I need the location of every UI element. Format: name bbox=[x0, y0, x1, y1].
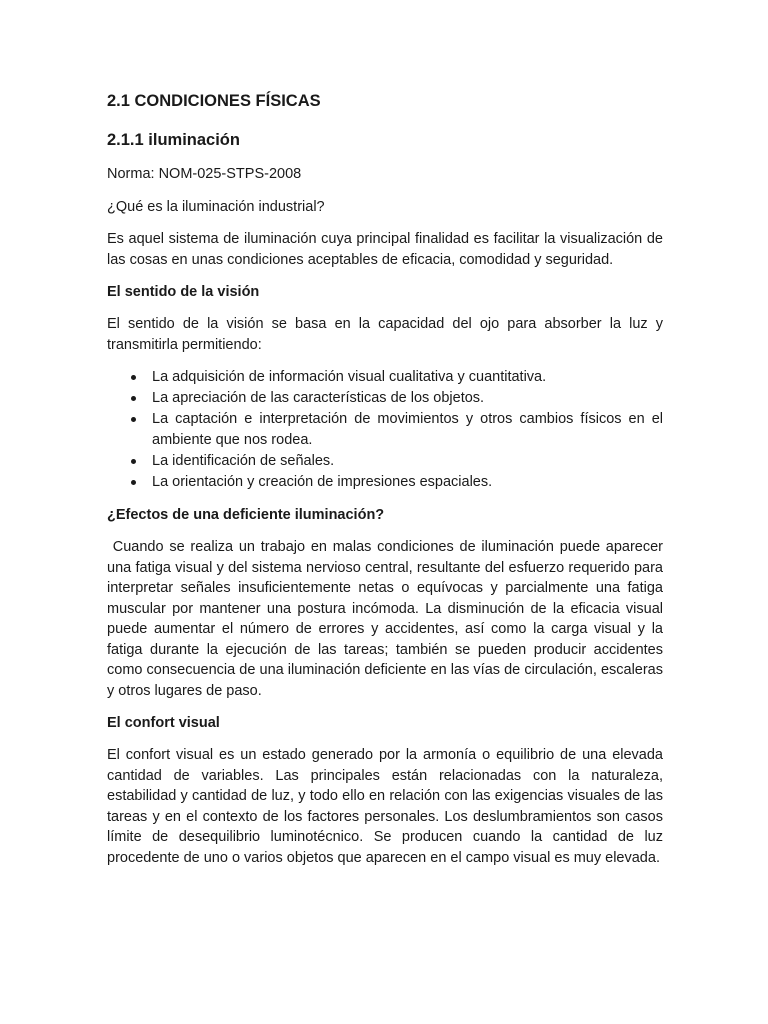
confort-heading: El confort visual bbox=[107, 715, 220, 731]
list-item: La adquisición de información visual cualitativa y cuantitativa. bbox=[152, 367, 663, 388]
norma-line: Norma: NOM-025-STPS-2008 bbox=[107, 166, 302, 182]
list-item: La identificación de señales. bbox=[152, 451, 663, 472]
subsection-heading: 2.1.1 iluminación bbox=[107, 131, 240, 149]
vision-list bbox=[107, 367, 663, 493]
definition-paragraph: Es aquel sistema de iluminación cuya principal finalidad es facilitar la visualización de las cosas en unas condiciones aceptables de eficacia, comodidad y seguridad. bbox=[107, 231, 663, 268]
question-line: ¿Qué es la iluminación industrial? bbox=[107, 198, 325, 215]
effects-paragraph: Cuando se realiza un trabajo en malas condiciones de iluminación puede aparecer una fatiga visual y del sistema nervioso central, resultante del esfuerzo requerido para interpretar señales insuficientemente netas o equívocas y parcialmente una fatiga muscular por mantener una postura incómoda. La disminución de la eficacia visual puede aumentar el número de errores y accidentes, así como la carga visual y la fatiga durante la ejecución de las tareas; también se pueden producir accidentes como consecuencia de una iluminación deficiente en las vías de circulación, escaleras y otros lugares de paso. bbox=[107, 539, 668, 699]
effects-heading: ¿Efectos de una deficiente iluminación? bbox=[107, 507, 385, 523]
list-item: La apreciación de las características de los objetos. bbox=[152, 388, 663, 409]
vision-heading: El sentido de la visión bbox=[107, 284, 260, 300]
confort-paragraph: El confort visual es un estado generado por la armonía o equilibrio de una elevada cantidad de variables. Las principales están relacionadas con la naturaleza, estabilidad y cantidad de luz, y todo ello en relación con las exigencias visuales de las tareas y en el contexto de los factores personales. Los deslumbramientos son casos límite de desequilibrio luminotécnico. Se producen cuando la cantidad de luz procedente de uno o varios objetos que aparecen en el campo visual es muy elevada. bbox=[107, 747, 663, 866]
section-heading: 2.1 CONDICIONES FÍSICAS bbox=[107, 92, 321, 110]
list-item: La orientación y creación de impresiones espaciales. bbox=[152, 472, 663, 493]
vision-intro: El sentido de la visión se basa en la capacidad del ojo para absorber la luz y transmitirla permitiendo: bbox=[107, 316, 663, 353]
list-item: La captación e interpretación de movimientos y otros cambios físicos en el ambiente que nos rodea. bbox=[152, 409, 663, 451]
